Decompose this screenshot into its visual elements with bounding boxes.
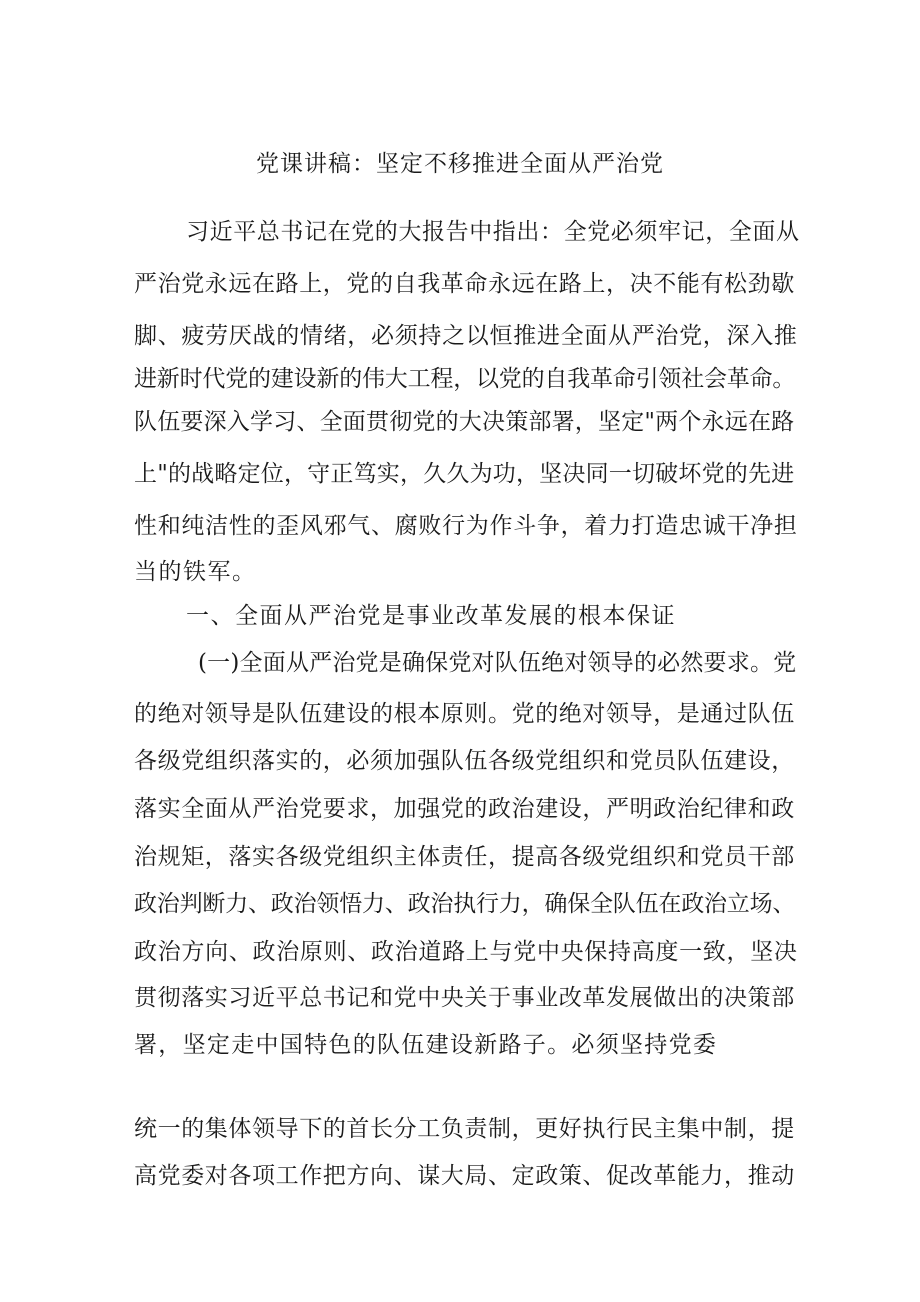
section-heading: 一、全面从严治党是事业改革发展的根本保证 xyxy=(186,603,676,629)
body-line: 当的铁军。 xyxy=(134,559,257,585)
body-line: 政治方向、政治原则、政治道路上与党中央保持高度一致，坚决 xyxy=(134,939,798,965)
body-line: 习近平总书记在党的大报告中指出：全党必须牢记，全面从 xyxy=(186,219,800,245)
body-line: 政治判断力、政治领悟力、政治执行力，确保全队伍在政治立场、 xyxy=(134,891,796,917)
document-title: 党课讲稿：坚定不移推进全面从严治党 xyxy=(256,151,664,177)
body-line: 治规矩，落实各级党组织主体责任，提高各级党组织和党员干部 xyxy=(134,844,795,870)
body-line: 脚、疲劳厌战的情绪，必须持之以恒推进全面从严治党，深入推 xyxy=(134,323,798,349)
body-line: 高党委对各项工作把方向、谋大局、定政策、促改革能力，推动 xyxy=(134,1163,795,1189)
body-line: 性和纯洁性的歪风邪气、腐败行为作斗争，着力打造忠诚干净担 xyxy=(134,513,798,539)
body-line: 进新时代党的建设新的伟大工程，以党的自我革命引领社会革命。 xyxy=(134,366,796,392)
body-line: 队伍要深入学习、全面贯彻党的大决策部署，坚定"两个永远在路 xyxy=(134,409,795,435)
body-line: 统一的集体领导下的首长分工负责制，更好执行民主集中制，提 xyxy=(134,1116,795,1142)
body-line: 署，坚定走中国特色的队伍建设新路子。必须坚持党委 xyxy=(134,1032,718,1058)
body-line: 的绝对领导是队伍建设的根本原则。党的绝对领导，是通过队伍 xyxy=(134,701,795,727)
body-line: 上"的战略定位，守正笃实，久久为功，坚决同一切破坏党的先进 xyxy=(134,461,795,487)
body-line: 严治党永远在路上，党的自我革命永远在路上，决不能有松劲歇 xyxy=(134,271,795,297)
body-line: 各级党组织落实的，必须加强队伍各级党组织和党员队伍建设， xyxy=(134,748,795,774)
body-line: 落实全面从严治党要求，加强党的政治建设，严明政治纪律和政 xyxy=(134,796,795,822)
body-line: 贯彻落实习近平总书记和党中央关于事业改革发展做出的决策部 xyxy=(134,985,795,1011)
body-line: (一)全面从严治党是确保党对队伍绝对领导的必然要求。党 xyxy=(198,650,797,676)
